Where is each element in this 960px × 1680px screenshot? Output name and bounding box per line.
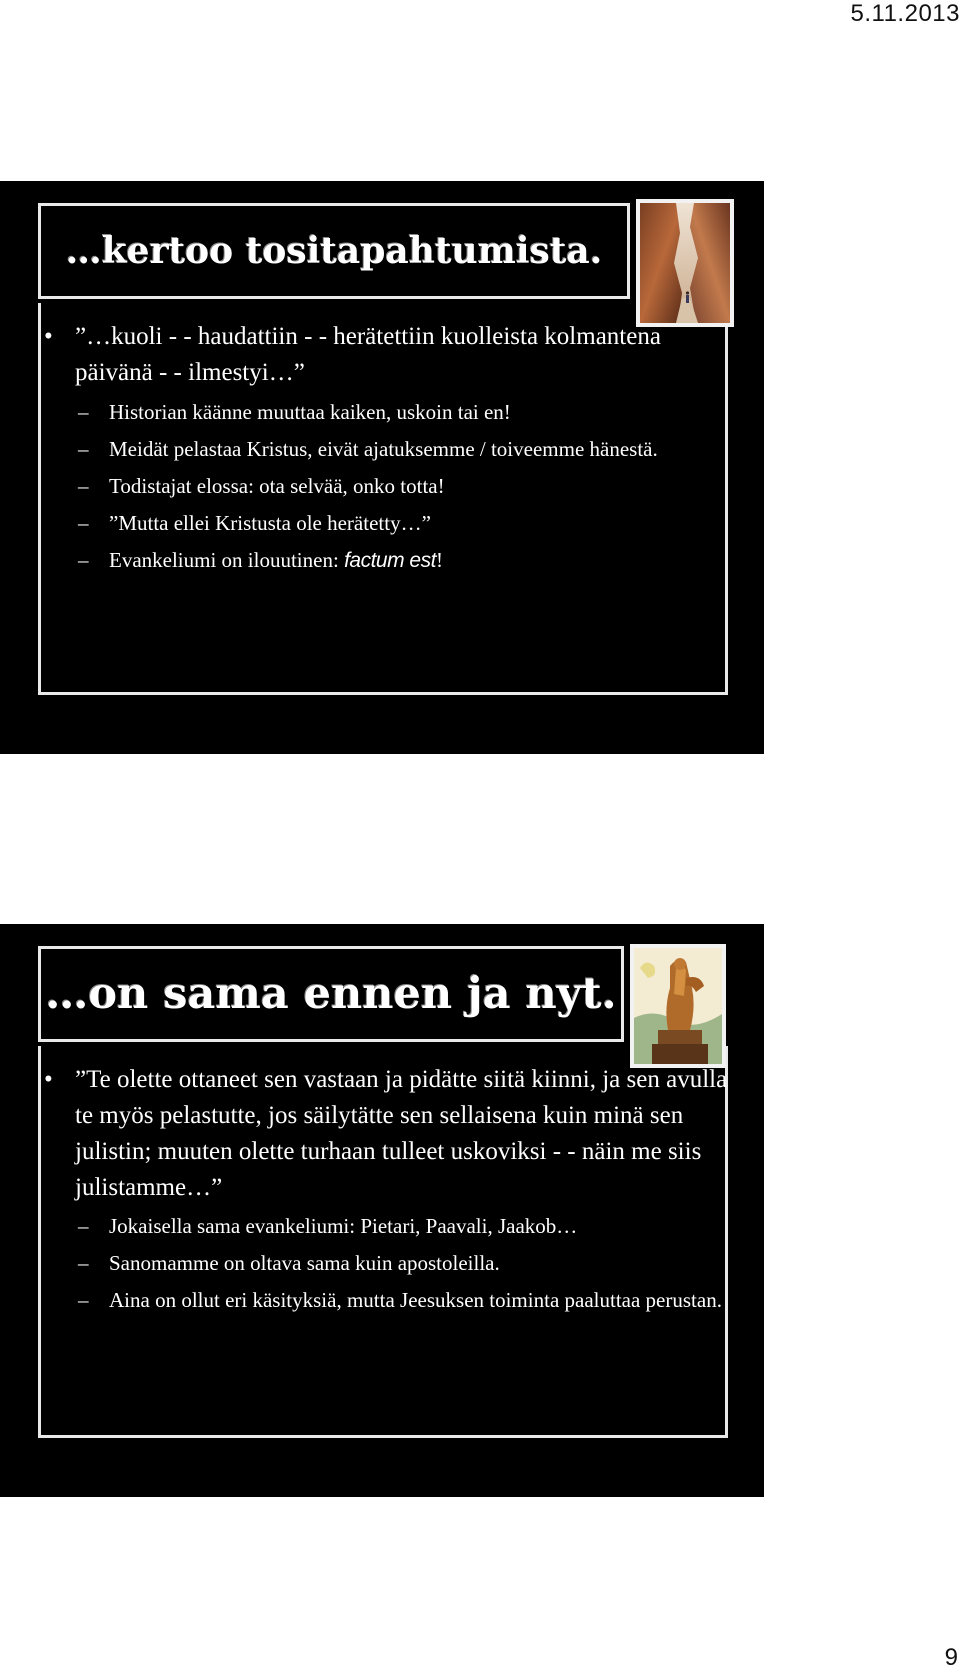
list-item: • ”…kuoli - - haudattiin - - herätettiin kuolleista kolmantena päivänä - - ilmestyi…” <box>44 323 661 386</box>
statue-illustration <box>630 944 726 1068</box>
slide-2-body <box>44 1062 744 1322</box>
emphasis-text: factum est <box>344 549 436 572</box>
sub-item: – ”Mutta ellei Kristusta ole herätetty…” <box>78 511 431 535</box>
sub-item: – Evankeliumi on ilouutinen: factum est! <box>78 548 443 572</box>
canyon-photo-image <box>640 203 730 323</box>
sub-item: – Meidät pelastaa Kristus, eivät ajatuksemme / toiveemme hänestä. <box>78 437 658 461</box>
slide-2-title: …on sama ennen ja nyt. <box>38 946 624 1042</box>
sub-item: – Historian käänne muuttaa kaiken, uskoin tai en! <box>78 400 511 424</box>
sub-item: – Sanomamme on oltava sama kuin apostoleilla. <box>78 1251 500 1275</box>
statue-illustration-image <box>634 948 722 1064</box>
slide-1-body <box>44 319 734 582</box>
list-item: • ”Te olette ottaneet sen vastaan ja pidätte siitä kiinni, ja sen avulla te myös pelastutte, jos säilytätte sen sellaisena kuin minä sen julistin; muuten olette turhaan tulleet uskoviksi - - näin me siis julistamme…” <box>44 1066 728 1201</box>
page-number: 9 <box>944 1644 958 1671</box>
header-date: 5.11.2013 <box>850 0 960 27</box>
canyon-photo <box>636 199 734 327</box>
sub-item: – Todistajat elossa: ota selvää, onko totta! <box>78 474 445 498</box>
slide-2 <box>0 924 764 1497</box>
sub-item: – Aina on ollut eri käsityksiä, mutta Jeesuksen toiminta paaluttaa perustan. <box>78 1288 722 1312</box>
slide-1-title: …kertoo tositapahtumista. <box>38 203 630 299</box>
slide-1 <box>0 181 764 754</box>
sub-item: – Jokaisella sama evankeliumi: Pietari, Paavali, Jaakob… <box>78 1214 578 1238</box>
